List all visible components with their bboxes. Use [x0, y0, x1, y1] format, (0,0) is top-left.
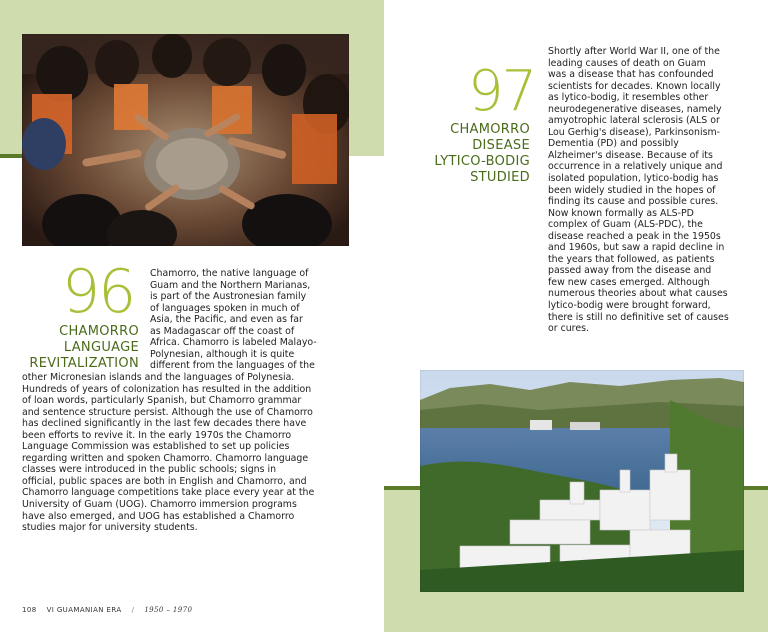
left-rule — [0, 154, 22, 158]
text-line: Language Commission was established to set up policies — [22, 441, 290, 453]
text-line: the years that followed, as patients — [548, 253, 715, 265]
heading-line: LYTICO-BODIG — [434, 154, 530, 169]
text-line: occurrence in a relatively unique and — [548, 161, 723, 173]
text-line: lytico-bodig were brought forward, — [548, 300, 711, 312]
text-line: Africa. Chamorro is labeled Malayo- — [150, 337, 317, 349]
text-line: Hundreds of years of colonization has resulted in the addition — [22, 383, 312, 395]
page-number: 108 — [22, 606, 37, 614]
text-line: University of Guam (UOG). Chamorro immersion programs — [22, 499, 297, 511]
text-line: as lytico-bodig, it resembles other — [548, 92, 709, 104]
page-footer — [22, 606, 192, 614]
text-line: and sentence structure persist. Although the use of Chamorro — [22, 406, 313, 418]
footer-separator: / — [131, 606, 135, 614]
right-rule-left — [384, 486, 420, 490]
text-line: been widely studied in the hopes of — [548, 184, 716, 196]
text-line: Shortly after World War II, one of the — [548, 46, 720, 57]
entry-text-96-top — [150, 268, 355, 372]
text-line: has declined significantly in the last few decades there have — [22, 418, 307, 430]
text-line: numerous theories about what causes — [548, 288, 728, 300]
text-line: and 1960s, but saw a rapid decline in — [548, 242, 725, 254]
text-line: of languages spoken in much of — [150, 302, 300, 314]
text-line: scientists for decades. Known locally — [548, 80, 721, 92]
entry-number-96: 96 — [62, 257, 135, 327]
text-line: few new cases emerged. Although — [548, 276, 710, 288]
entry-heading-96 — [0, 324, 139, 372]
text-line: Asia, the Pacific, and even as far — [150, 314, 303, 326]
text-line: of loan words, particularly Spanish, but Chamorro grammar — [22, 395, 302, 407]
text-line: amyotrophic lateral sclerosis (ALS or — [548, 115, 720, 127]
entry-text-97 — [548, 46, 760, 335]
text-line: disease reached a peak in the 1950s — [548, 230, 721, 242]
entry-number-97: 97 — [468, 59, 536, 124]
cemetery-bay-photo — [420, 370, 744, 592]
text-line: leading causes of death on Guam — [548, 57, 706, 69]
heading-line: REVITALIZATION — [29, 356, 139, 371]
text-line: have also emerged, and UOG has established a Chamorro — [22, 510, 295, 522]
text-line: isolated population, lytico-bodig has — [548, 173, 719, 185]
text-line: or cures. — [548, 323, 589, 335]
text-line: been efforts to revive it. In the early 1970s the Chamorro — [22, 429, 292, 441]
text-line: there is still no definitive set of causes — [548, 311, 729, 323]
text-line: neurodegenerative diseases, namely — [548, 103, 722, 115]
heading-line: LANGUAGE — [63, 340, 139, 355]
text-line: Alzheimer's disease. Because of its — [548, 149, 713, 161]
text-line: classes were introduced in the public schools; signs in — [22, 464, 277, 476]
text-line: official, public spaces are both in English and Chamorro, and — [22, 475, 307, 487]
text-line: other Micronesian islands and the languages of Polynesia. — [22, 372, 295, 383]
heading-line: DISEASE — [472, 138, 530, 153]
text-line: different from the languages of the — [150, 360, 315, 372]
text-line: Chamorro language competitions take place every year at the — [22, 487, 315, 499]
section-title: VI GUAMANIAN ERA — [46, 606, 122, 614]
children-hands-photo — [22, 34, 349, 246]
heading-line: CHAMORRO — [450, 122, 530, 137]
text-line: complex of Guam (ALS-PDC), the — [548, 219, 703, 231]
heading-line: STUDIED — [470, 170, 530, 185]
text-line: was a disease that has confounded — [548, 69, 714, 81]
era-years: 1950 – 1970 — [144, 606, 193, 614]
right-rule-right — [744, 486, 768, 490]
text-line: regarding written and spoken Chamorro. Chamorro language — [22, 452, 309, 464]
text-line: Polynesian, although it is quite — [150, 348, 295, 360]
heading-line: CHAMORRO — [59, 324, 139, 339]
text-line: finding its cause and possible cures. — [548, 196, 719, 208]
text-line: Now known formally as ALS-PD — [548, 207, 694, 219]
text-line: Lou Gerhig's disease), Parkinsonism- — [548, 126, 720, 138]
text-line: studies major for university students. — [22, 522, 198, 534]
text-line: Chamorro, the native language of — [150, 268, 309, 279]
text-line: Guam and the Northern Marianas, — [150, 279, 311, 291]
text-line: passed away from the disease and — [548, 265, 712, 277]
entry-heading-97 — [384, 122, 530, 186]
text-line: Dementia (PD) and possibly — [548, 138, 679, 150]
text-line: is part of the Austronesian family — [150, 291, 307, 303]
right-page — [384, 0, 768, 632]
text-line: as Madagascar off the coast of — [150, 325, 295, 337]
entry-text-96-bottom — [22, 372, 372, 534]
